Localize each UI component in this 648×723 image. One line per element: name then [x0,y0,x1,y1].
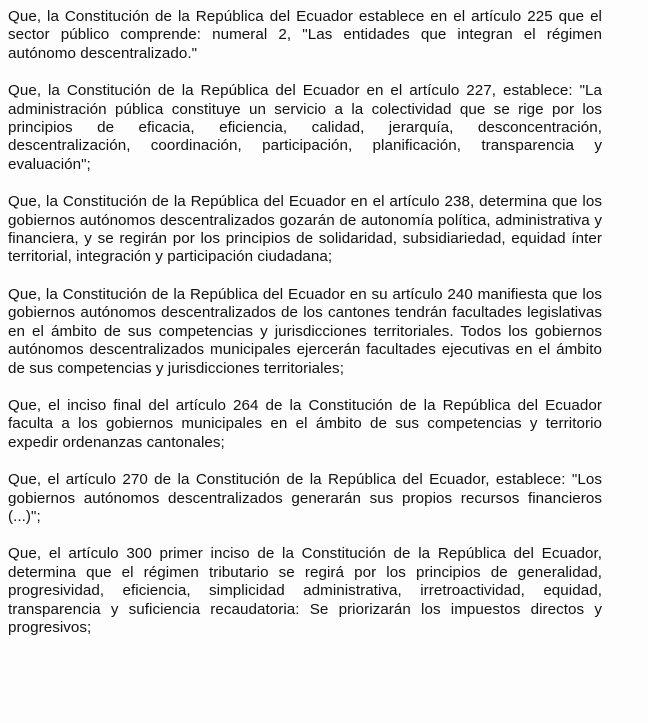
paragraph-article-240: Que, la Constitución de la República del Ecuador en su artículo 240 manifiesta que los gobiernos autónomos descentralizados de los cantones tendrán facultades legislativas en el ámbito de sus competencias y jurisdicciones territoriales. Todos los gobiernos autónomos descentralizados municipales ejercerán facultades ejecutivas en el ámbito de sus competencias y jurisdicciones territoriales; [8,285,602,377]
paragraph-article-225: Que, la Constitución de la República del Ecuador establece en el artículo 225 que el sector público comprende: numeral 2, "Las entidades que integran el régimen autónomo descentralizado." [8,8,602,62]
document-body [8,8,602,637]
paragraph-article-264: Que, el inciso final del artículo 264 de la Constitución de la República del Ecuador faculta a los gobiernos municipales en el ámbito de sus competencias y territorio expedir ordenanzas cantonales; [8,396,602,451]
paragraph-article-238: Que, la Constitución de la República del Ecuador en el artículo 238, determina que los gobiernos autónomos descentralizados gozarán de autonomía política, administrativa y financiera, y se regirán por los principios de solidaridad, subsidiariedad, equidad ínter territorial, integración y participación ciudadana; [8,193,602,266]
paragraph-article-270: Que, el artículo 270 de la Constitución de la República del Ecuador, establece: "Los gobiernos autónomos descentralizados generarán sus propios recursos financieros (...)"; [8,471,602,525]
paragraph-article-300: Que, el artículo 300 primer inciso de la Constitución de la República del Ecuador, determina que el régimen tributario se regirá por los principios de generalidad, progresividad, eficiencia, simplicidad administrativa, irretroactividad, equidad, transparencia y suficiencia recaudatoria: Se priorizarán los impuestos directos y progresivos; [8,545,602,636]
paragraph-article-227: Que, la Constitución de la República del Ecuador en el artículo 227, establece: "La administración pública constituye un servicio a la colectividad que se rige por los principios de eficacia, eficiencia, calidad, jerarquía, desconcentración, descentralización, coordinación, participación, planificación, transparencia y evaluación"; [8,82,602,173]
